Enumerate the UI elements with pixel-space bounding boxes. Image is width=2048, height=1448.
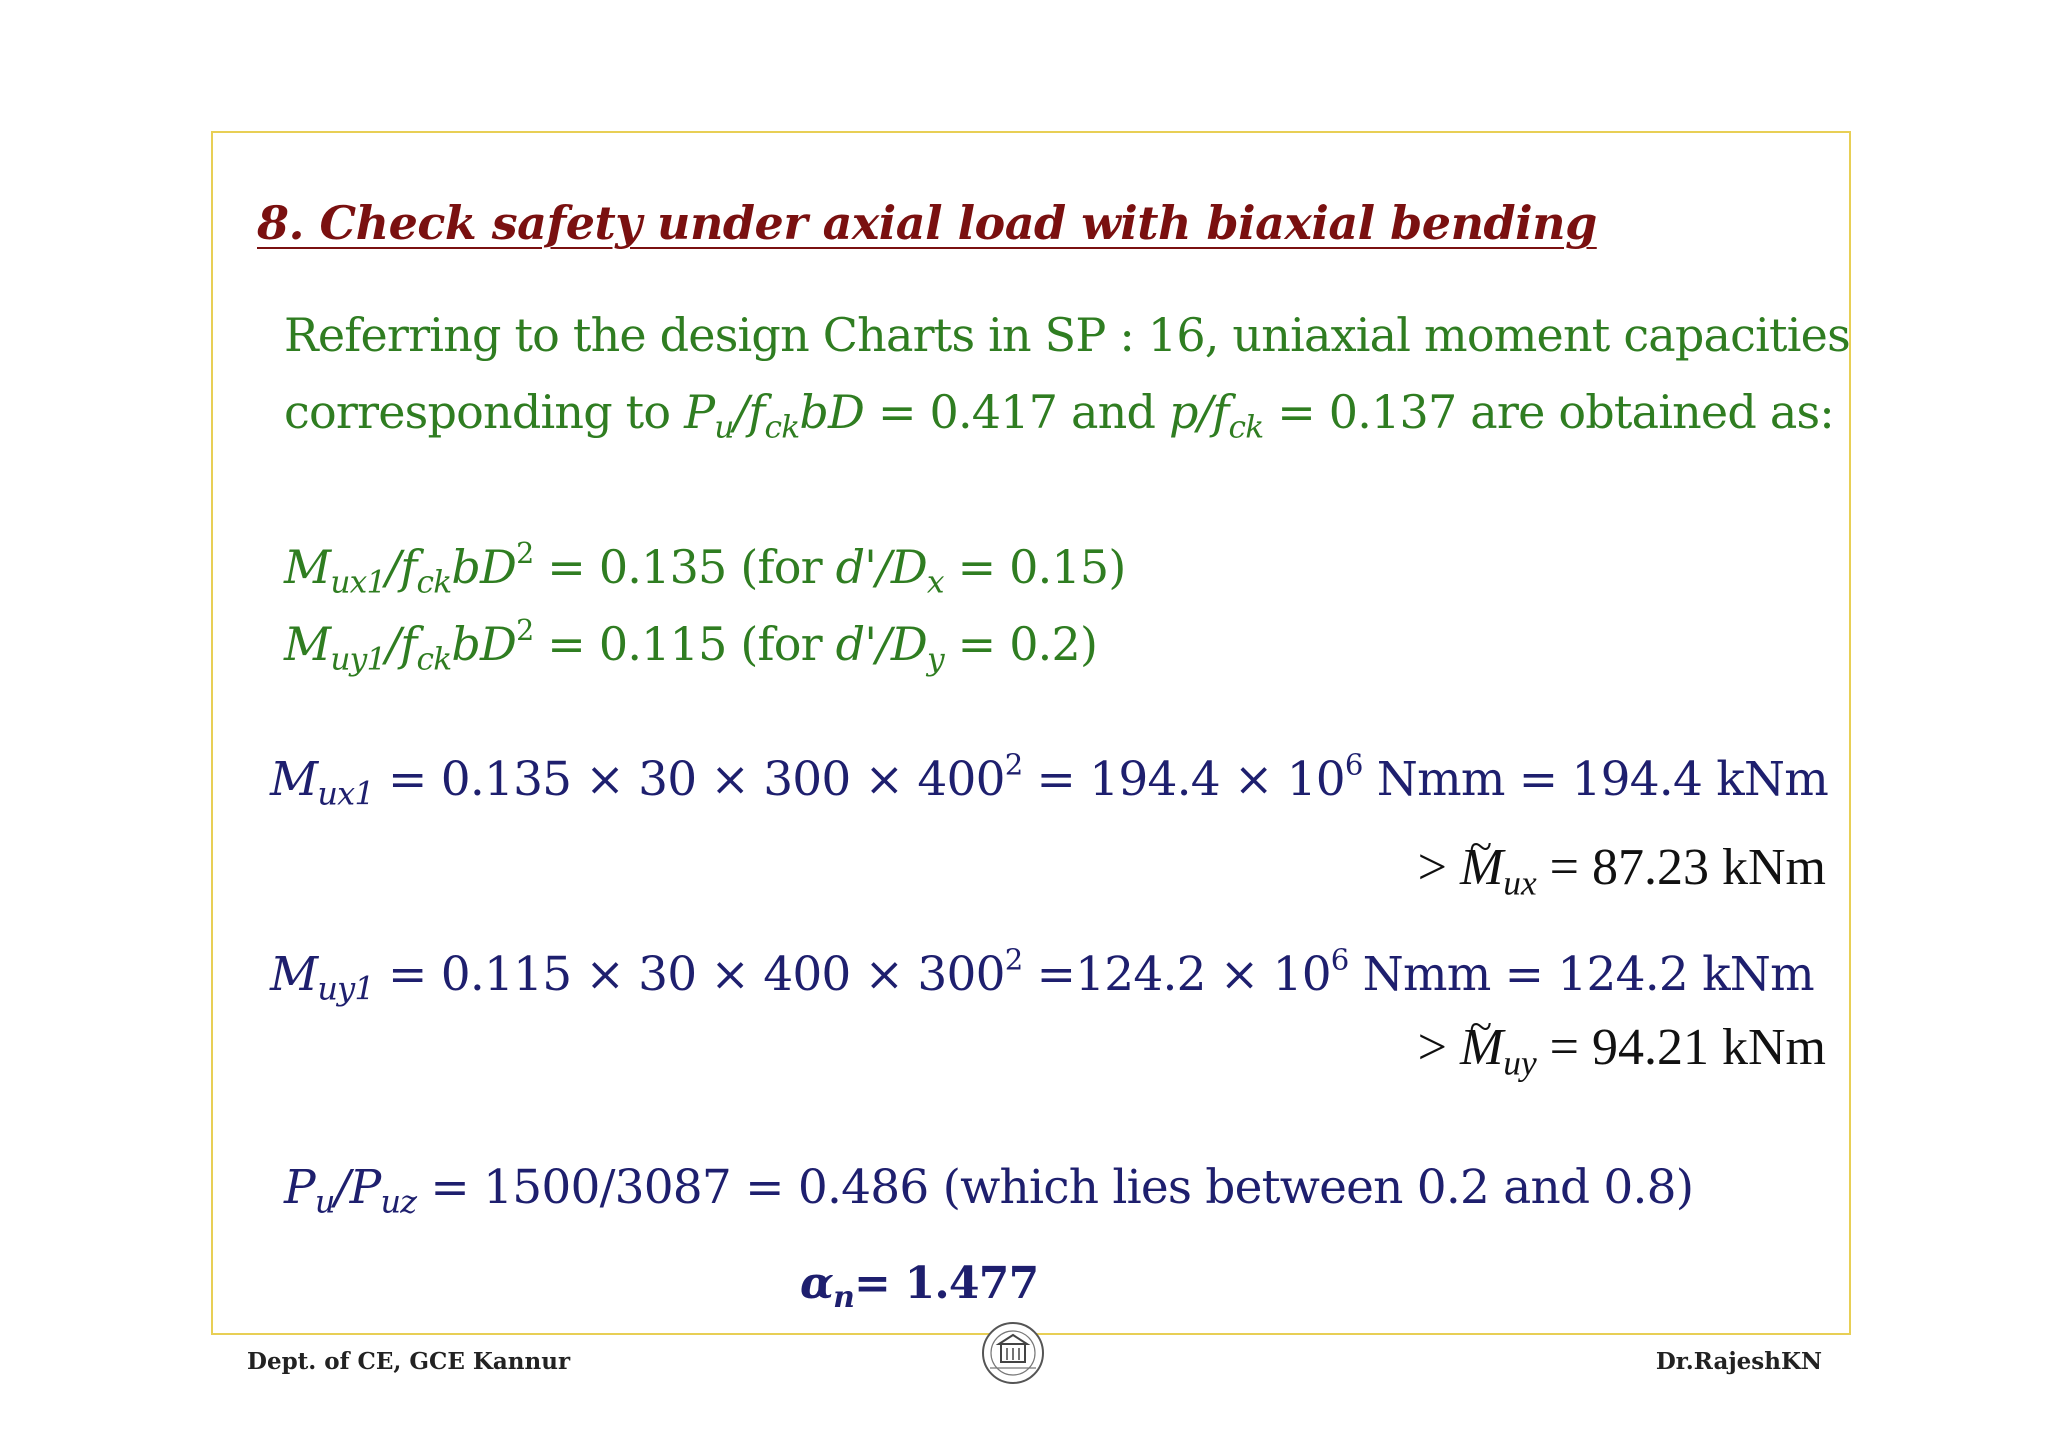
intro-line-1: Referring to the design Charts in SP : 16, uniaxial moment capacities: [284, 308, 1850, 362]
alpha-n-line: $\alpha_n= 1.477$: [800, 1258, 1039, 1315]
intro-line-2: corresponding to $P_u/f_{ck}bD = 0.417$ and $p/f_{ck} = 0.137$ are obtained as:: [284, 385, 1834, 446]
slide-title: 8. Check safety under axial load with biaxial bending: [257, 196, 1597, 250]
muy-comparison: > ~ $M_{uy} = 94.21$ kNm: [1418, 1018, 1826, 1077]
muy1-calculation: $M_{uy1} = 0.115 \times 30 \times 400 \times 300^2 =124.2 \times 10^6$ Nmm = 124.2 kNm: [270, 942, 1814, 1008]
footer-department: Dept. of CE, GCE Kannur: [247, 1348, 571, 1375]
muy1-ratio-line: $M_{uy1}/f_{ck}bD^2 = 0.115$ (for $d'/D_y = 0.2$): [284, 614, 1098, 678]
footer-author: Dr.RajeshKN: [1655, 1348, 1822, 1375]
college-seal-icon: [980, 1318, 1046, 1392]
mux1-ratio-line: $M_{ux1}/f_{ck}bD^2 = 0.135$ (for $d'/D_x = 0.15$): [284, 537, 1126, 601]
mux1-calculation: $M_{ux1} = 0.135 \times 30 \times 300 \times 400^2 = 194.4 \times 10^6$ Nmm = 194.4 kNm: [270, 747, 1828, 813]
mux-comparison: > ~ $M_{ux} = 87.23$ kNm: [1418, 838, 1826, 897]
pu-puz-line: $P_u/P_{uz} = 1500/3087 = 0.486$ (which lies between 0.2 and 0.8): [284, 1160, 1694, 1221]
